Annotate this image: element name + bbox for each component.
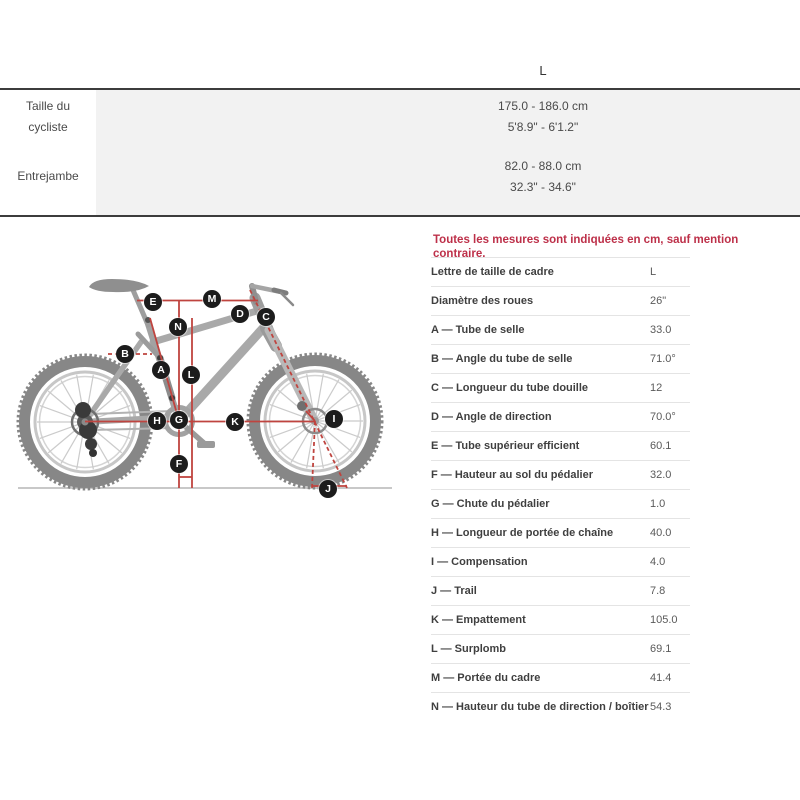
table-row	[431, 403, 690, 432]
geometry-row-value: 41.4	[650, 664, 690, 693]
fit-row-label-inseam: Entrejambe	[17, 169, 79, 183]
diagram-label-a: A	[152, 361, 170, 379]
fit-values-rider-height	[96, 96, 800, 138]
inseam-imperial: 32.3" - 34.6"	[510, 180, 576, 194]
geometry-row-label: L — Surplomb	[431, 635, 650, 664]
geometry-row-value: 33.0	[650, 316, 690, 345]
geometry-row-value: 60.1	[650, 432, 690, 461]
diagram-label-g: G	[170, 411, 188, 429]
bike-illustration	[0, 230, 430, 520]
diagram-label-d: D	[231, 305, 249, 323]
table-row	[431, 635, 690, 664]
diagram-label-f: F	[170, 455, 188, 473]
geometry-row-label: J — Trail	[431, 577, 650, 606]
diagram-label-h: H	[148, 412, 166, 430]
geometry-row-label: Diamètre des roues	[431, 287, 650, 316]
geometry-row-value: 54.3	[650, 693, 690, 722]
table-row	[431, 287, 690, 316]
rider-height-metric: 175.0 - 186.0 cm	[497, 99, 589, 113]
geometry-row-value: 26"	[650, 287, 690, 316]
diagram-label-k: K	[226, 413, 244, 431]
geometry-row-label: B — Angle du tube de selle	[431, 345, 650, 374]
table-row	[431, 316, 690, 345]
bike-geometry-diagram	[0, 230, 430, 520]
diagram-label-c: C	[257, 308, 275, 326]
geometry-row-label: H — Longueur de portée de chaîne	[431, 519, 650, 548]
geometry-row-label: M — Portée du cadre	[431, 664, 650, 693]
table-row	[431, 432, 690, 461]
geometry-row-label: K — Empattement	[431, 606, 650, 635]
saddle	[89, 279, 149, 292]
geometry-row-label: N — Hauteur du tube de direction / boîtier	[431, 693, 650, 722]
table-row	[431, 664, 690, 693]
table-row	[431, 577, 690, 606]
geometry-row-label: G — Chute du pédalier	[431, 490, 650, 519]
diagram-label-m: M	[203, 290, 221, 308]
geometry-row-value: 70.0°	[650, 403, 690, 432]
geometry-row-value: 40.0	[650, 519, 690, 548]
geometry-row-value: L	[650, 258, 690, 287]
table-row	[431, 258, 690, 287]
geometry-row-value: 105.0	[650, 606, 690, 635]
geometry-row-value: 69.1	[650, 635, 690, 664]
fit-values-inseam	[96, 156, 800, 198]
fit-size-column-header: L	[539, 63, 547, 78]
geometry-table	[431, 257, 690, 722]
geometry-row-label: E — Tube supérieur efficient	[431, 432, 650, 461]
table-row	[431, 345, 690, 374]
diagram-label-b: B	[116, 345, 134, 363]
geometry-row-label: D — Angle de direction	[431, 403, 650, 432]
diagram-label-e: E	[144, 293, 162, 311]
table-row	[431, 490, 690, 519]
rider-height-imperial: 5'8.9" - 6'1.2"	[507, 120, 579, 134]
geometry-row-label: A — Tube de selle	[431, 316, 650, 345]
geometry-row-value: 4.0	[650, 548, 690, 577]
fit-table-bottom-border	[0, 215, 800, 217]
table-row	[431, 374, 690, 403]
geometry-row-value: 1.0	[650, 490, 690, 519]
inseam-metric: 82.0 - 88.0 cm	[504, 159, 582, 173]
geometry-row-label: I — Compensation	[431, 548, 650, 577]
table-row	[431, 461, 690, 490]
table-row	[431, 548, 690, 577]
geometry-row-value: 7.8	[650, 577, 690, 606]
table-row	[431, 519, 690, 548]
diagram-label-i: I	[325, 410, 343, 428]
measurement-units-note: Toutes les mesures sont indiquées en cm, sauf mention contraire.	[433, 234, 739, 260]
diagram-label-n: N	[169, 318, 187, 336]
diagram-label-j: J	[319, 480, 337, 498]
geometry-row-label: C — Longueur du tube douille	[431, 374, 650, 403]
table-row	[431, 606, 690, 635]
fit-row-label-rider-height: Taille du cycliste	[25, 99, 71, 134]
geometry-row-label: F — Hauteur au sol du pédalier	[431, 461, 650, 490]
geometry-row-value: 32.0	[650, 461, 690, 490]
table-row	[431, 693, 690, 722]
diagram-label-l: L	[182, 366, 200, 384]
geometry-row-value: 71.0°	[650, 345, 690, 374]
geometry-row-value: 12	[650, 374, 690, 403]
geometry-row-label: Lettre de taille de cadre	[431, 258, 650, 287]
